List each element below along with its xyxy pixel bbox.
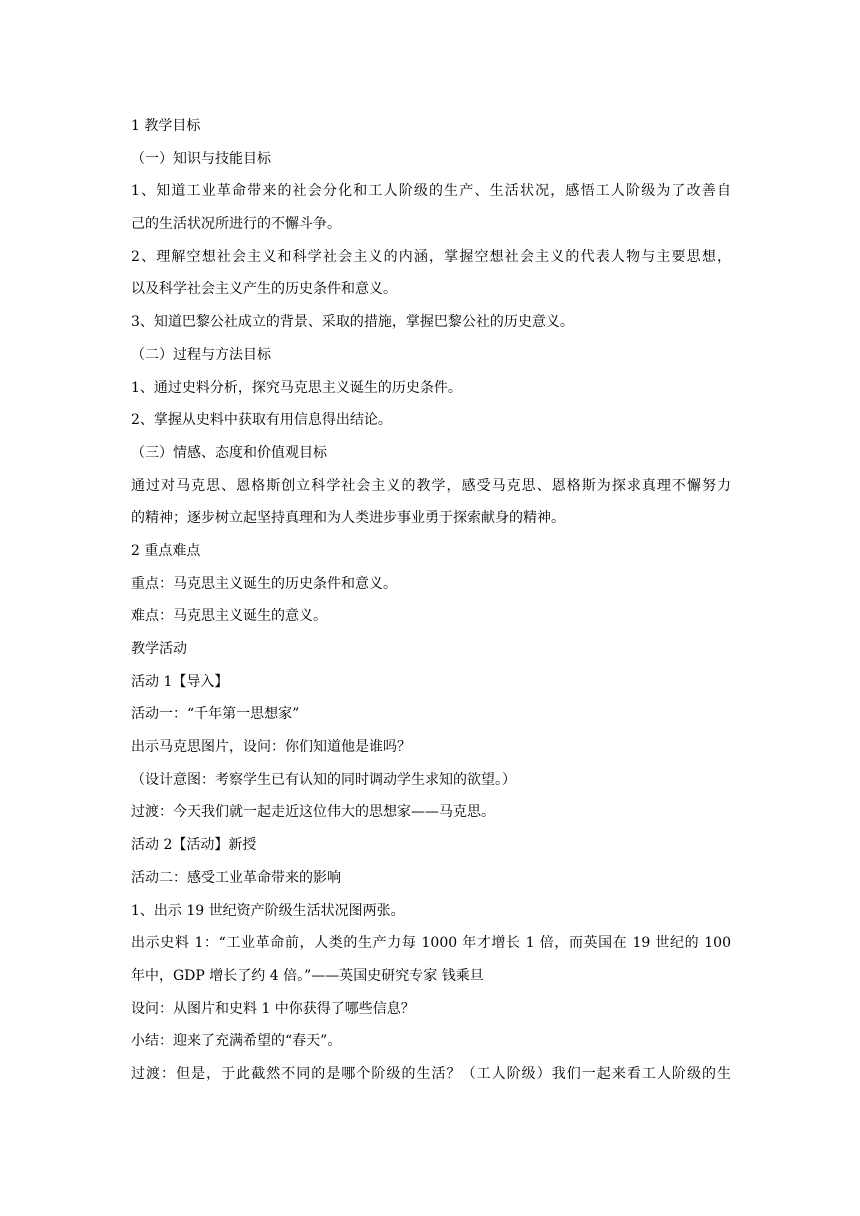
- document-body: [131, 110, 731, 1091]
- text-line: 重点：马克思主义诞生的历史条件和意义。: [131, 575, 397, 592]
- text-line: 2、理解空想社会主义和科学社会主义的内涵，掌握空想社会主义的代表人物与主要思想，: [131, 248, 731, 265]
- text-line: 1、知道工业革命带来的社会分化和工人阶级的生产、生活状况，感悟工人阶级为了改善自: [131, 183, 731, 200]
- text-line: 活动一：“千年第一思想家”: [131, 706, 300, 723]
- text-line: 过渡：今天我们就一起走近这位伟大的思想家——马克思。: [131, 804, 495, 821]
- text-line: 年中，GDP 增长了约 4 倍。”——英国史研究专家 钱乘旦: [131, 967, 484, 984]
- text-line: 1 教学目标: [131, 118, 201, 134]
- text-line: 2 重点难点: [131, 542, 201, 559]
- text-line: 出示史料 1：“工业革命前，人类的生产力每 1000 年才增长 1 倍，而英国在 19 世纪的 100: [131, 935, 731, 952]
- text-line: （设计意图：考察学生已有认知的同时调动学生求知的欲望。）: [131, 771, 516, 788]
- text-line: 1、出示 19 世纪资产阶级生活状况图两张。: [131, 902, 405, 919]
- text-line: 难点：马克思主义诞生的意义。: [131, 608, 327, 625]
- text-line: 3、知道巴黎公社成立的背景、采取的措施，掌握巴黎公社的历史意义。: [131, 314, 574, 331]
- text-line: 通过对马克思、恩格斯创立科学社会主义的教学，感受马克思、恩格斯为探求真理不懈努力: [131, 477, 731, 494]
- text-line: 活动 2【活动】新授: [131, 837, 257, 854]
- text-line: 己的生活状况所进行的不懈斗争。: [131, 216, 341, 233]
- text-line: 设问：从图片和史料 1 中你获得了哪些信息？: [131, 1000, 415, 1017]
- text-line: 小结：迎来了充满希望的“春天”。: [131, 1033, 342, 1050]
- text-line: （一）知识与技能目标: [131, 150, 271, 167]
- text-line: 的精神；逐步树立起坚持真理和为人类进步事业勇于探索献身的精神。: [131, 510, 565, 527]
- text-line: 教学活动: [131, 641, 187, 657]
- text-line: 1、通过史料分析，探究马克思主义诞生的历史条件。: [131, 379, 462, 396]
- text-line: 过渡：但是，于此截然不同的是哪个阶级的生活？（工人阶级）我们一起来看工人阶级的生: [131, 1065, 731, 1082]
- text-line: 出示马克思图片，设问：你们知道他是谁吗？: [131, 739, 411, 756]
- text-line: （三）情感、态度和价值观目标: [131, 444, 327, 461]
- text-line: 2、掌握从史料中获取有用信息得出结论。: [131, 412, 392, 429]
- text-line: 活动二：感受工业革命带来的影响: [131, 869, 341, 886]
- text-line: 活动 1【导入】: [131, 673, 229, 690]
- text-line: 以及科学社会主义产生的历史条件和意义。: [131, 281, 397, 298]
- text-line: （二）过程与方法目标: [131, 346, 271, 363]
